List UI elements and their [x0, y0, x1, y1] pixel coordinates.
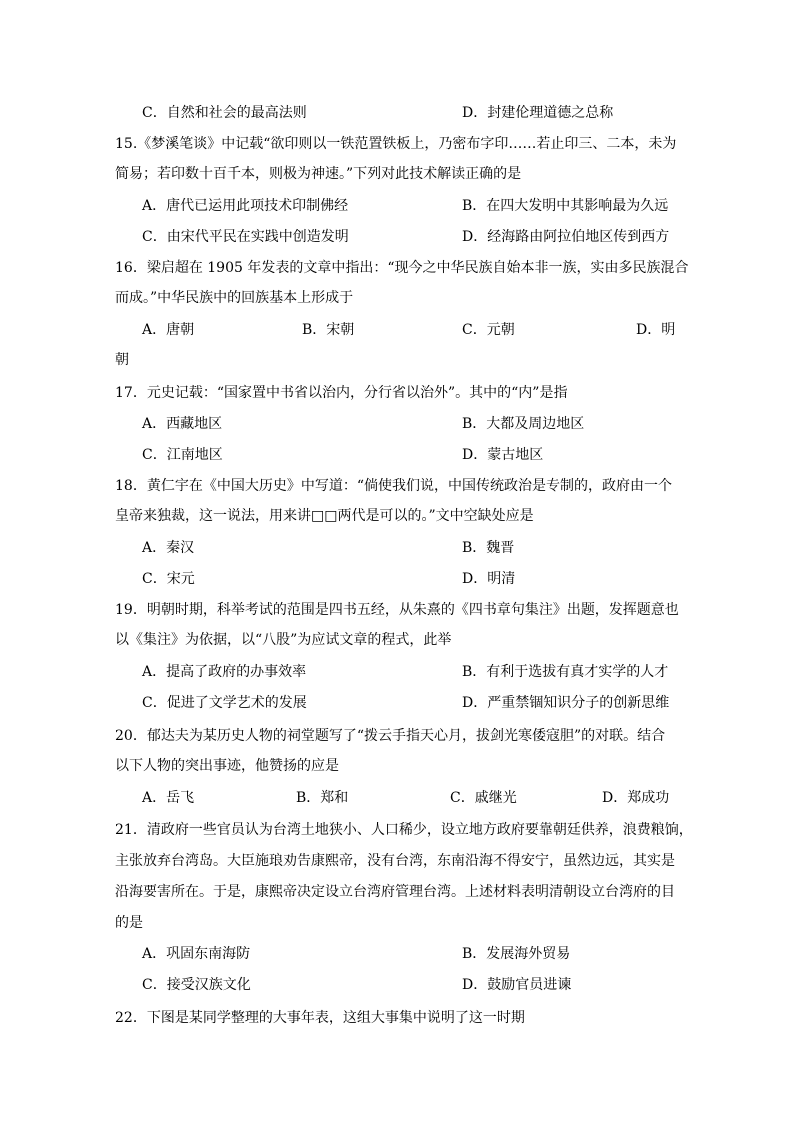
- q21-stem-line1: 21．清政府一些官员认为台湾土地狭小、人口稀少，设立地方政府要靠朝廷供养，浪费粮饷，: [115, 822, 693, 838]
- q15-stem-line2: 简易；若印数十百千本，则极为神速。”下列对此技术解读正确的是: [115, 166, 522, 182]
- q20-option-c: C．戚继光: [450, 790, 517, 806]
- q14-option-c: C．自然和社会的最高法则: [142, 105, 307, 121]
- q18-option-c: C．宋元: [142, 571, 195, 587]
- q16-option-d: D．明: [636, 322, 676, 338]
- q15-option-c: C．由宋代平民在实践中创造发明: [142, 229, 349, 245]
- q19-option-b: B．有利于选拔有真才实学的人才: [462, 664, 669, 680]
- q15-option-a: A．唐代已运用此项技术印制佛经: [142, 198, 349, 214]
- q22-stem-line1: 22．下图是某同学整理的大事年表，这组大事集中说明了这一时期: [115, 1010, 525, 1026]
- q20-stem-line1: 20．郁达夫为某历史人物的祠堂题写了“拨云手指天心月，拔剑光寒倭寇胆”的对联。结合: [115, 728, 666, 744]
- q19-stem-line1: 19．明朝时期，科举考试的范围是四书五经，从朱熹的《四书章句集注》出题，发挥题意也: [115, 602, 679, 618]
- q20-stem-line2: 以下人物的突出事迹，他赞扬的应是: [115, 758, 339, 774]
- q17-option-d: D．蒙古地区: [462, 447, 544, 463]
- q21-option-d: D．鼓励官员进谏: [462, 977, 572, 993]
- q18-option-d: D．明清: [462, 571, 516, 587]
- q19-option-c: C．促进了文学艺术的发展: [142, 695, 307, 711]
- q18-option-a: A．秦汉: [142, 540, 195, 556]
- q20-option-a: A．岳飞: [142, 790, 195, 806]
- q16-option-d-wrap: 朝: [115, 352, 129, 368]
- q19-option-d: D．严重禁锢知识分子的创新思维: [462, 695, 670, 711]
- q18-option-b: B．魏晋: [462, 540, 515, 556]
- q16-option-a: A．唐朝: [142, 322, 195, 338]
- q21-stem-line3: 沿海要害所在。于是，康熙帝决定设立台湾府管理台湾。上述材料表明清朝设立台湾府的目: [115, 884, 675, 900]
- q16-option-b: B．宋朝: [302, 322, 355, 338]
- q17-option-a: A．西藏地区: [142, 416, 223, 432]
- q21-option-b: B．发展海外贸易: [462, 946, 571, 962]
- q18-stem-line2: 皇帝来独裁，这一说法，用来讲□□两代是可以的。”文中空缺处应是: [115, 508, 534, 524]
- q17-option-c: C．江南地区: [142, 447, 223, 463]
- q16-option-c: C．元朝: [462, 322, 515, 338]
- q16-stem-line2: 而成。”中华民族中的回族基本上形成于: [115, 290, 354, 306]
- q17-stem-line1: 17．元史记载：“国家置中书省以治内，分行省以治外”。其中的“内”是指: [115, 385, 568, 401]
- q14-option-d: D．封建伦理道德之总称: [462, 105, 614, 121]
- q19-stem-line2: 以《集注》为依据，以“八股”为应试文章的程式，此举: [115, 632, 452, 648]
- q21-stem-line4: 的是: [115, 915, 143, 931]
- q21-option-c: C．接受汉族文化: [142, 977, 251, 993]
- q20-option-b: B．郑和: [296, 790, 349, 806]
- q16-stem-line1: 16．梁启超在 1905 年发表的文章中指出：“现今之中华民族自始本非一族，实由多民族混合: [115, 260, 689, 276]
- q21-stem-line2: 主张放弃台湾岛。大臣施琅劝告康熙帝，没有台湾，东南沿海不得安宁，虽然边远，其实是: [115, 853, 675, 869]
- q15-option-b: B．在四大发明中其影响最为久远: [462, 198, 669, 214]
- q15-stem-line1: 15.《梦溪笔谈》中记载“欲印则以一铁范置铁板上，乃密布字印……若止印三、二本，未为: [115, 136, 677, 152]
- q20-option-d: D．郑成功: [602, 790, 670, 806]
- q21-option-a: A．巩固东南海防: [142, 946, 251, 962]
- q19-option-a: A．提高了政府的办事效率: [142, 664, 307, 680]
- q15-option-d: D．经海路由阿拉伯地区传到西方: [462, 229, 670, 245]
- q18-stem-line1: 18．黄仁宇在《中国大历史》中写道：“倘使我们说，中国传统政治是专制的，政府由一个: [115, 478, 672, 494]
- q17-option-b: B．大都及周边地区: [462, 416, 585, 432]
